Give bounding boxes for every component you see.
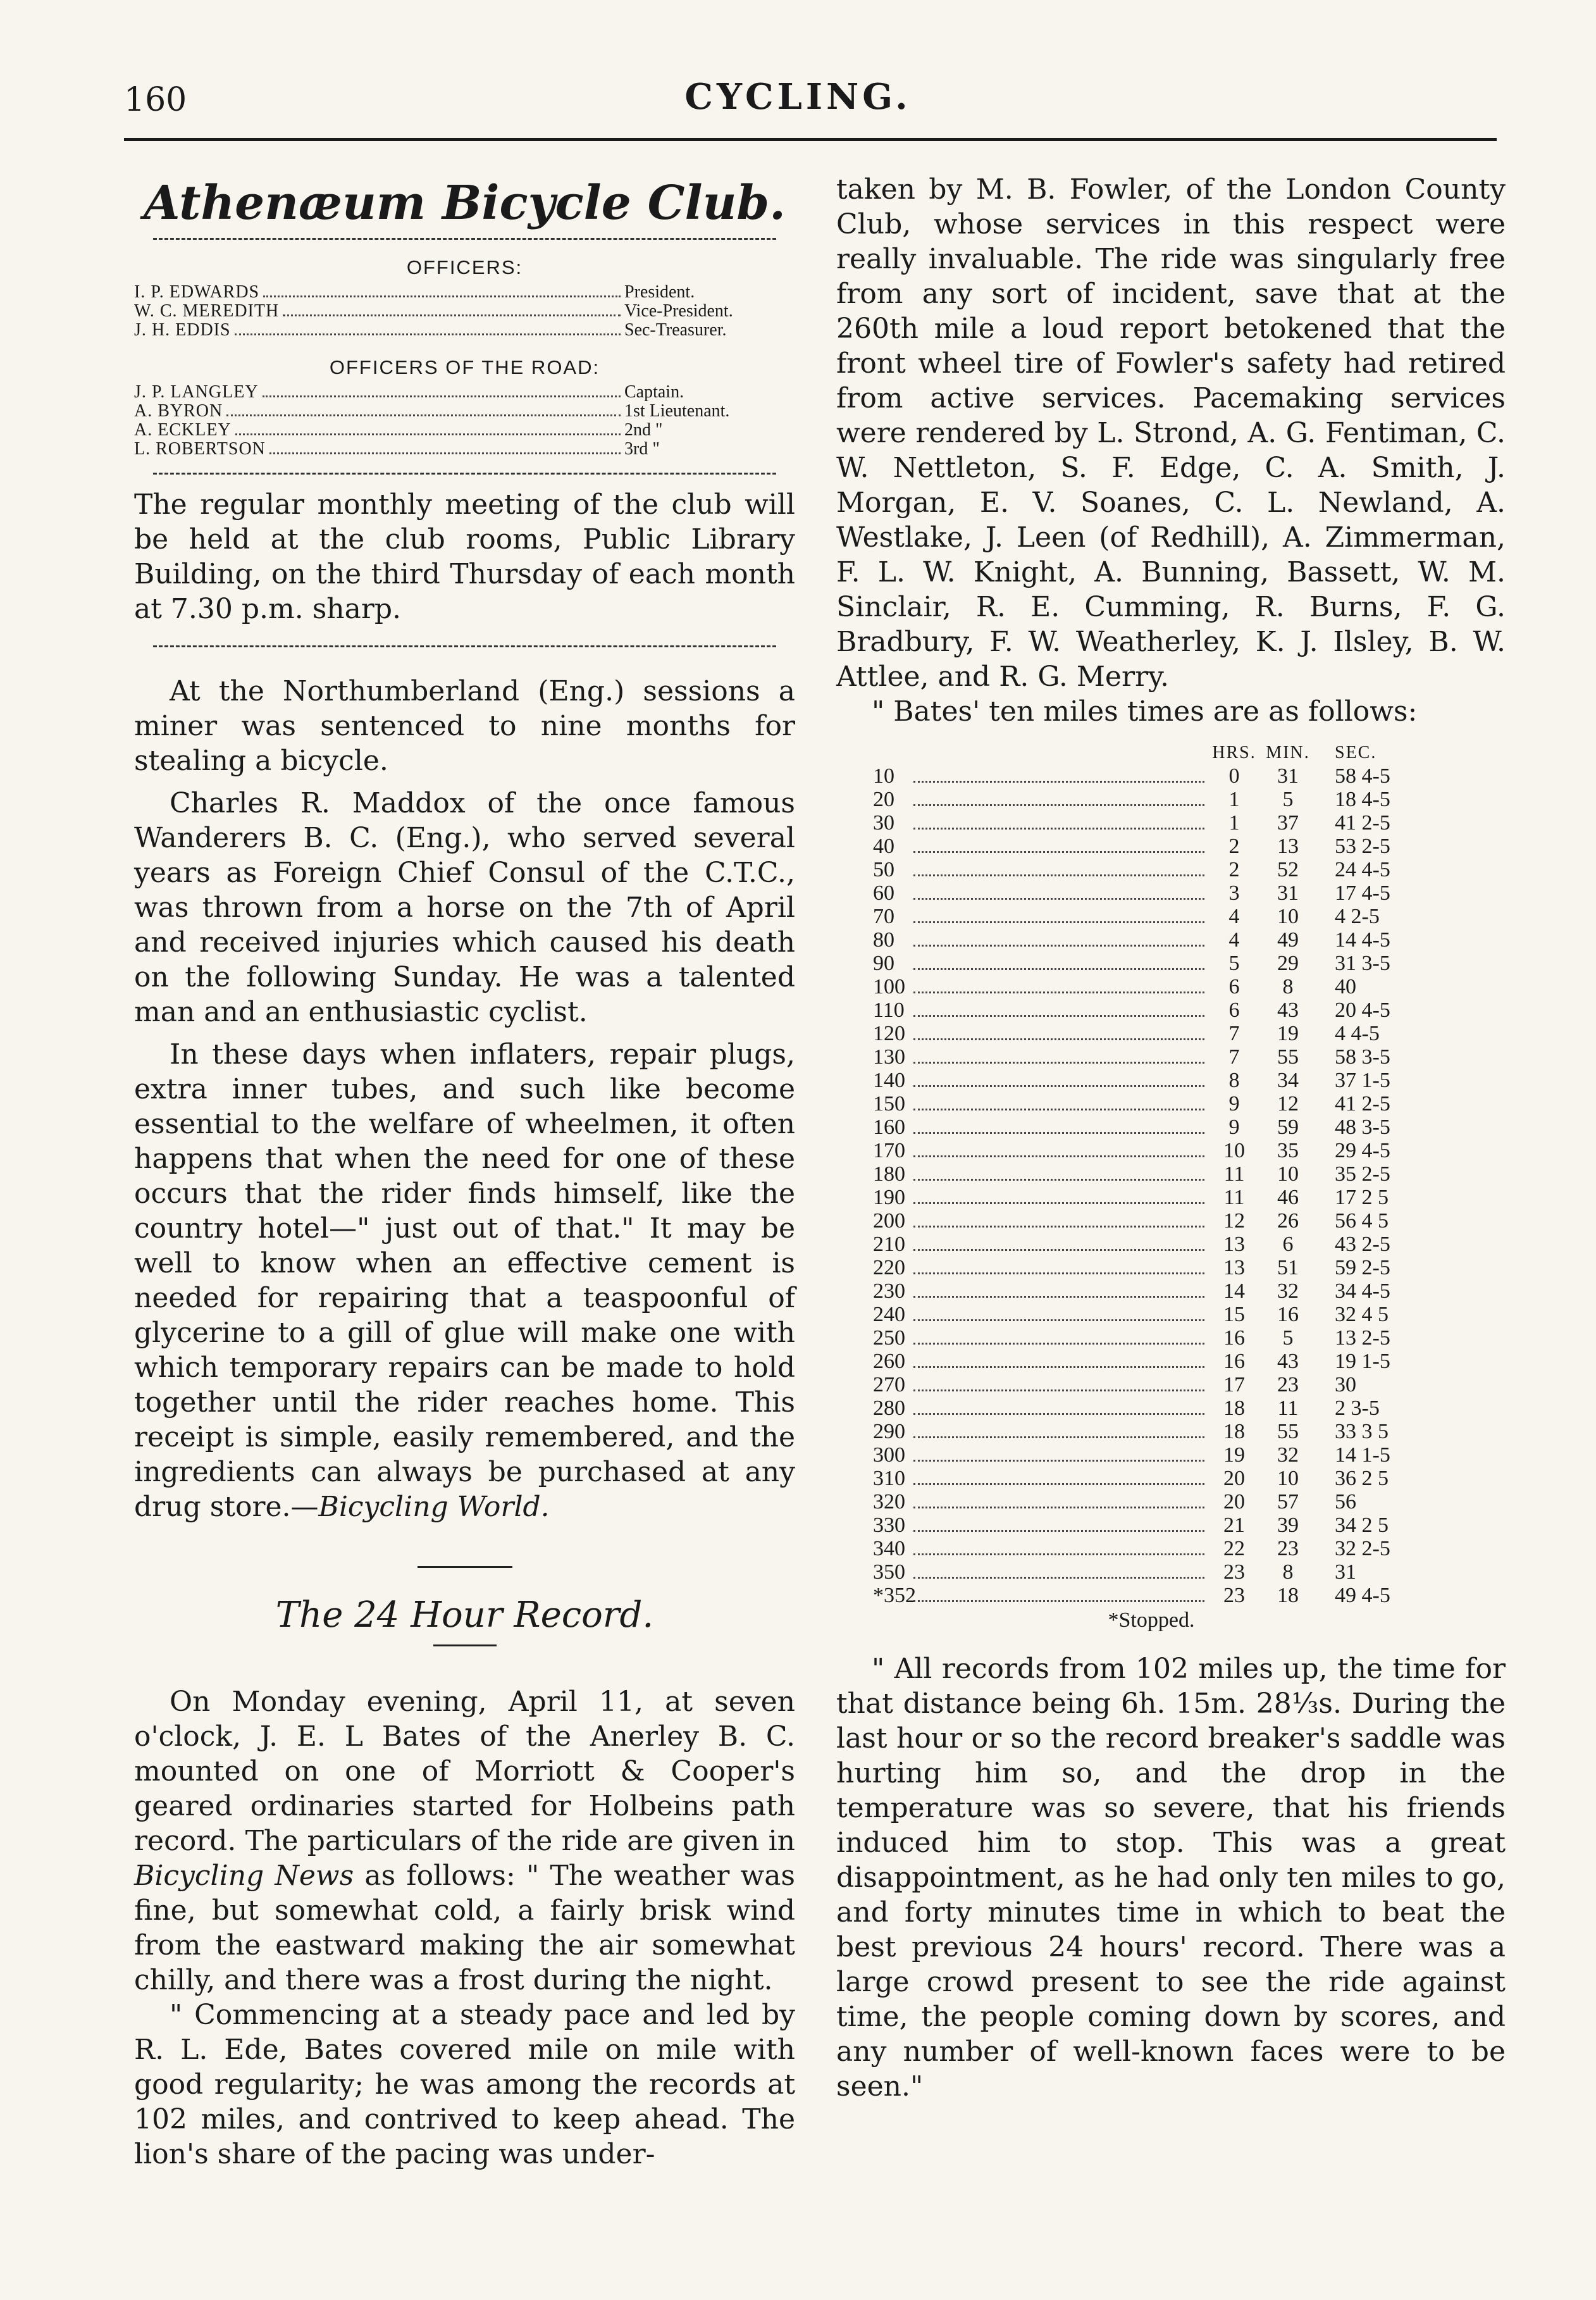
header-rule [124,138,1497,141]
minutes-cell: 16 [1277,1303,1299,1326]
hours-cell: 3 [1228,881,1240,905]
table-row [873,1350,1430,1373]
seconds-cell: 58 3-5 [1335,1045,1390,1069]
seconds-cell: 32 2-5 [1335,1537,1390,1560]
article-title: The 24 Hour Record. [275,1594,654,1636]
club-title: Athenæum Bicycle Club. [144,176,786,230]
officers-heading: OFFICERS: [406,256,523,278]
right-column [836,172,1506,2104]
hours-cell: 18 [1223,1420,1245,1443]
table-row [873,764,1430,788]
hours-cell: 23 [1223,1560,1245,1584]
hours-cell: 5 [1228,952,1240,975]
minutes-cell: 12 [1277,1092,1299,1116]
table-row [873,1279,1430,1303]
seconds-cell: 33 3 5 [1335,1420,1389,1443]
table-row [873,881,1430,905]
seconds-cell: 17 4-5 [1335,881,1390,905]
officer-name: I. P. EDWARDS [134,282,260,302]
seconds-cell: 34 4-5 [1335,1279,1390,1303]
leader-dots [913,1132,1204,1134]
miles-cell: 40 [873,835,894,858]
hours-cell: 16 [1223,1326,1245,1350]
miles-cell: 70 [873,905,894,928]
table-row [873,1139,1430,1162]
minutes-cell: 32 [1277,1279,1299,1303]
hours-cell: 2 [1228,858,1240,881]
minutes-cell: 39 [1277,1514,1299,1537]
table-row [873,1396,1430,1420]
table-row [873,1373,1430,1396]
table-row [873,1186,1430,1209]
article-paragraph: " All records from 102 miles up, the time for that distance being 6h. 15m. 28⅓s. During the last hour or so the record breaker's saddle was hurting him so, and the drop in the temperature was so severe, that his friends induced him to stop. This was a great disappointment, as he had only ten miles to go, and forty minutes time in which to beat the best previous 24 hours' record. There was a large crowd present to see the ride against time, the people coming down by scores, and any number of well-known faces were to be seen." [836,1653,1506,2103]
miles-cell: 220 [873,1256,905,1279]
minutes-cell: 26 [1277,1209,1299,1233]
leader-dots [913,804,1204,806]
miles-cell: 230 [873,1279,905,1303]
hours-cell: 22 [1223,1537,1245,1560]
hours-cell: 13 [1223,1256,1245,1279]
leader-dots [913,1530,1204,1532]
table-row [873,1584,1430,1607]
divider [153,238,776,240]
minutes-cell: 34 [1277,1069,1299,1092]
leader-dots [263,395,621,397]
table-row [873,952,1430,975]
minutes-cell: 32 [1277,1443,1299,1467]
minutes-cell: 55 [1277,1045,1299,1069]
leader-dots [913,1109,1204,1110]
leader-dots [235,333,621,335]
miles-cell: 130 [873,1045,905,1069]
minutes-cell: 23 [1277,1373,1299,1396]
officer-title: Sec-Treasurer. [624,320,727,340]
table-row [873,788,1430,811]
minutes-cell: 13 [1277,835,1299,858]
table-row [873,998,1430,1022]
minutes-cell: 31 [1277,764,1299,788]
seconds-cell: 14 1-5 [1335,1443,1390,1467]
minutes-cell: 10 [1277,1467,1299,1490]
hours-cell: 2 [1228,835,1240,858]
miles-cell: 120 [873,1022,905,1045]
leader-dots [913,1038,1204,1040]
meeting-notice: The regular monthly meeting of the club will be held at the club rooms, Public Library Building, on the third Thursday of each month at 7.30 p.m. sharp. [134,488,795,625]
miles-cell: 340 [873,1537,905,1560]
hours-cell: 17 [1223,1373,1245,1396]
hours-cell: 18 [1223,1396,1245,1420]
hours-cell: 1 [1228,788,1240,811]
seconds-cell: 14 4-5 [1335,928,1390,952]
leader-dots [913,1202,1204,1204]
miles-cell: 90 [873,952,894,975]
hours-cell: 7 [1228,1022,1240,1045]
leader-dots [913,921,1204,923]
table-row [873,1022,1430,1045]
hours-cell: 9 [1228,1092,1240,1116]
header-sec: SEC. [1335,743,1377,762]
miles-cell: 330 [873,1514,905,1537]
leader-dots [913,1483,1204,1485]
minutes-cell: 35 [1277,1139,1299,1162]
minutes-cell: 6 [1282,1233,1294,1256]
minutes-cell: 5 [1282,1326,1294,1350]
leader-dots [913,1319,1204,1321]
seconds-cell: 35 2-5 [1335,1162,1390,1186]
news-paragraph: Charles R. Maddox of the once famous Wanderers B. C. (Eng.), who served several years as Foreign Chief Consul of the C.T.C., was thrown from a horse on the 7th of April and received injuries which caused his death on the following Sunday. He was a talented man and an enthusiastic cyclist. [134,787,795,1028]
page-number: 160 [124,81,187,119]
leader-dots [913,1343,1204,1345]
officer-name: J. P. LANGLEY [134,382,259,402]
leader-dots [913,1179,1204,1181]
miles-cell: 270 [873,1373,905,1396]
miles-cell: 110 [873,998,905,1022]
miles-cell: 200 [873,1209,905,1233]
miles-cell: 20 [873,788,894,811]
leader-dots [269,452,621,454]
hours-cell: 6 [1228,975,1240,998]
table-row [873,1116,1430,1139]
seconds-cell: 36 2 5 [1335,1467,1389,1490]
hours-cell: 11 [1223,1162,1245,1186]
minutes-cell: 43 [1277,1350,1299,1373]
officer-title: 1st Lieutenant. [624,401,730,421]
miles-cell: 100 [873,975,905,998]
leader-dots [913,1272,1204,1274]
miles-cell: 60 [873,881,894,905]
miles-cell: 290 [873,1420,905,1443]
officer-title: 2nd " [624,420,663,440]
hours-cell: 13 [1223,1233,1245,1256]
officer-row [134,421,795,440]
officer-title: 3rd " [624,439,660,459]
hours-cell: 21 [1223,1514,1245,1537]
hours-cell: 8 [1228,1069,1240,1092]
left-column [134,172,795,2172]
seconds-cell: 53 2-5 [1335,835,1390,858]
leader-dots [913,874,1204,876]
source-citation: Bicycling News [134,1860,354,1892]
miles-cell: 320 [873,1490,905,1514]
miles-cell: 250 [873,1326,905,1350]
table-row [873,1092,1430,1116]
running-title: CYCLING. [684,76,912,118]
article-text: On Monday evening, April 11, at seven o'clock, J. E. L Bates of the Anerley B. C. mounted on one of Morriott & Cooper's geared ordinaries started for Holbeins path record. The particulars of the ride are given in [134,1686,795,1857]
seconds-cell: 4 4-5 [1335,1022,1380,1045]
minutes-cell: 43 [1277,998,1299,1022]
miles-cell: 300 [873,1443,905,1467]
hours-cell: 9 [1228,1116,1240,1139]
leader-dots [263,295,621,297]
miles-cell: 280 [873,1396,905,1420]
seconds-cell: 56 [1335,1490,1356,1514]
miles-cell: 140 [873,1069,905,1092]
seconds-cell: 31 3-5 [1335,952,1390,975]
seconds-cell: 59 2-5 [1335,1256,1390,1279]
hours-cell: 10 [1223,1139,1245,1162]
seconds-cell: 31 [1335,1560,1356,1584]
table-row [873,1467,1430,1490]
officer-row [134,402,795,421]
hours-cell: 16 [1223,1350,1245,1373]
seconds-cell: 30 [1335,1373,1356,1396]
minutes-cell: 8 [1282,975,1294,998]
leader-dots [235,433,621,435]
article-paragraph [134,1684,795,1998]
miles-cell: 350 [873,1560,905,1584]
seconds-cell: 58 4-5 [1335,764,1390,788]
seconds-cell: 41 2-5 [1335,811,1390,835]
officer-name: J. H. EDDIS [134,320,231,340]
article-paragraph: " Commencing at a steady pace and led by R. L. Ede, Bates covered mile on mile with good regularity; he was among the records at 102 miles, and contrived to keep ahead. The lion's share of the pacing was under- [134,1999,795,2170]
leader-dots [913,1226,1204,1228]
road-officers-list [134,383,795,459]
source-citation: Bicycling World. [318,1491,550,1523]
miles-cell: 80 [873,928,894,952]
minutes-cell: 19 [1277,1022,1299,1045]
officer-name: W. C. MEREDITH [134,301,280,321]
officer-title: Vice-President. [624,301,733,321]
times-table [873,743,1430,1632]
table-row [873,1162,1430,1186]
miles-cell: 50 [873,858,894,881]
leader-dots [283,314,621,316]
minutes-cell: 10 [1277,1162,1299,1186]
minutes-cell: 51 [1277,1256,1299,1279]
officer-name: A. BYRON [134,401,223,421]
divider [153,645,776,647]
news-paragraph [134,1037,795,1524]
minutes-cell: 29 [1277,952,1299,975]
table-row [873,905,1430,928]
minutes-cell: 59 [1277,1116,1299,1139]
minutes-cell: 49 [1277,928,1299,952]
seconds-cell: 17 2 5 [1335,1186,1389,1209]
leader-dots [913,1155,1204,1157]
hours-cell: 12 [1223,1209,1245,1233]
table-footnote: *Stopped. [1108,1608,1195,1632]
road-officers-heading: OFFICERS OF THE ROAD: [329,356,600,378]
seconds-cell: 37 1-5 [1335,1069,1390,1092]
miles-cell: 160 [873,1116,905,1139]
article-text: as follows: " The weather was fine, but somewhat cold, a fairly brisk wind from the eastward making the air somewhat chilly, and there was a frost during the night. [134,1860,796,1996]
article-paragraph: taken by M. B. Fowler, of the London County Club, whose services in this respect were really invaluable. The ride was singularly free from any sort of incident, save that at the 260th mile a loud report betokened that the front wheel tire of Fowler's safety had retired from active services. Pacemaking services were rendered by L. Strond, A. G. Fentiman, C. W. Nettleton, S. F. Edge, C. A. Smith, J. Morgan, E. V. Soanes, C. L. Newland, A. Westlake, J. Leen (of Redhill), A. Zimmerman, F. L. W. Knight, A. Bunning, Bassett, W. M. Sinclair, R. E. Cumming, R. Burns, F. G. Bradbury, F. W. Weatherley, K. J. Ilsley, B. W. Attlee, and R. G. Merry. [836,173,1506,693]
table-row [873,1256,1430,1279]
officer-name: L. ROBERTSON [134,439,266,459]
hours-cell: 6 [1228,998,1240,1022]
leader-dots [913,851,1204,853]
seconds-cell: 13 2-5 [1335,1326,1390,1350]
leader-dots [913,991,1204,993]
hours-cell: 4 [1228,905,1240,928]
seconds-cell: 20 4-5 [1335,998,1390,1022]
hours-cell: 11 [1223,1186,1245,1209]
minutes-cell: 52 [1277,858,1299,881]
leader-dots [913,945,1204,947]
seconds-cell: 19 1-5 [1335,1350,1390,1373]
hours-cell: 15 [1223,1303,1245,1326]
minutes-cell: 37 [1277,811,1299,835]
news-paragraph-text: In these days when inflaters, repair plugs, extra inner tubes, and such like become essential to the welfare of wheelmen, it often happens that when the need for one of these occurs that the rider finds himself, like the country hotel—" just out of that." It may be well to know when an effective cement is needed for repairing that a teaspoonful of glycerine to a gill of glue will make one with which temporary repairs can be made to hold together until the rider reaches home. This receipt is simple, easily remembered, and the ingredients can always be purchased at any drug store.— [134,1038,795,1523]
minutes-cell: 11 [1277,1396,1299,1420]
officer-title: Captain. [624,382,684,402]
leader-dots [913,1085,1204,1087]
leader-dots [913,1249,1204,1251]
article-paragraph: " Bates' ten miles times are as follows: [872,695,1418,728]
table-row [873,928,1430,952]
leader-dots [913,1015,1204,1017]
leader-dots [913,1577,1204,1579]
leader-dots [913,828,1204,830]
leader-dots [913,1436,1204,1438]
seconds-cell: 4 2-5 [1335,905,1380,928]
table-header [873,743,1430,763]
miles-cell: 260 [873,1350,905,1373]
table-row [873,1420,1430,1443]
seconds-cell: 34 2 5 [1335,1514,1389,1537]
minutes-cell: 8 [1282,1560,1294,1584]
officer-row [134,283,795,302]
table-row [873,1303,1430,1326]
table-row [873,835,1430,858]
miles-cell: 10 [873,764,894,788]
table-row [873,1233,1430,1256]
miles-cell: 310 [873,1467,905,1490]
miles-cell: 170 [873,1139,905,1162]
leader-dots [226,414,621,416]
table-row [873,1537,1430,1560]
divider [153,473,776,475]
officer-row [134,440,795,459]
miles-cell: 210 [873,1233,905,1256]
hours-cell: 20 [1223,1467,1245,1490]
header-min: MIN. [1266,743,1310,762]
leader-dots [913,968,1204,970]
table-row [873,1326,1430,1350]
minutes-cell: 46 [1277,1186,1299,1209]
officer-row [134,321,795,340]
seconds-cell: 40 [1335,975,1356,998]
seconds-cell: 49 4-5 [1335,1584,1390,1607]
leader-dots [913,1413,1204,1415]
minutes-cell: 31 [1277,881,1299,905]
leader-dots [913,1553,1204,1555]
seconds-cell: 24 4-5 [1335,858,1390,881]
hours-cell: 14 [1223,1279,1245,1303]
table-row [873,1490,1430,1514]
miles-cell: 180 [873,1162,905,1186]
leader-dots [913,1296,1204,1298]
table-row [873,811,1430,835]
miles-cell: *352 [873,1584,916,1607]
table-row [873,1443,1430,1467]
seconds-cell: 48 3-5 [1335,1116,1390,1139]
minutes-cell: 23 [1277,1537,1299,1560]
seconds-cell: 43 2-5 [1335,1233,1390,1256]
officer-row [134,383,795,402]
officer-name: A. ECKLEY [134,420,232,440]
header-hrs: HRS. [1212,743,1256,762]
leader-dots [913,1389,1204,1391]
table-row [873,858,1430,881]
officers-list [134,283,795,340]
leader-dots [913,1460,1204,1462]
hours-cell: 1 [1228,811,1240,835]
minutes-cell: 57 [1277,1490,1299,1514]
officer-title: President. [624,282,695,302]
minutes-cell: 5 [1282,788,1294,811]
news-paragraph: At the Northumberland (Eng.) sessions a miner was sentenced to nine months for stealing a bicycle. [134,675,795,777]
hours-cell: 23 [1223,1584,1245,1607]
short-rule [433,1644,497,1646]
hours-cell: 0 [1228,764,1240,788]
hours-cell: 4 [1228,928,1240,952]
hours-cell: 20 [1223,1490,1245,1514]
table-row [873,975,1430,998]
table-row [873,1069,1430,1092]
seconds-cell: 41 2-5 [1335,1092,1390,1116]
seconds-cell: 32 4 5 [1335,1303,1389,1326]
miles-cell: 240 [873,1303,905,1326]
hours-cell: 19 [1223,1443,1245,1467]
leader-dots [913,1507,1204,1508]
table-row [873,1209,1430,1233]
minutes-cell: 55 [1277,1420,1299,1443]
miles-cell: 190 [873,1186,905,1209]
minutes-cell: 10 [1277,905,1299,928]
leader-dots [913,898,1204,900]
seconds-cell: 2 3-5 [1335,1396,1380,1420]
seconds-cell: 29 4-5 [1335,1139,1390,1162]
leader-dots [913,1366,1204,1368]
minutes-cell: 18 [1277,1584,1299,1607]
leader-dots [913,1062,1204,1064]
officer-row [134,302,795,321]
miles-cell: 150 [873,1092,905,1116]
miles-cell: 30 [873,811,894,835]
table-row [873,1560,1430,1584]
table-row [873,1045,1430,1069]
table-body [873,764,1430,1607]
leader-dots [913,1600,1204,1602]
seconds-cell: 18 4-5 [1335,788,1390,811]
seconds-cell: 56 4 5 [1335,1209,1389,1233]
leader-dots [913,781,1204,783]
table-row [873,1514,1430,1537]
short-rule [418,1566,512,1568]
hours-cell: 7 [1228,1045,1240,1069]
